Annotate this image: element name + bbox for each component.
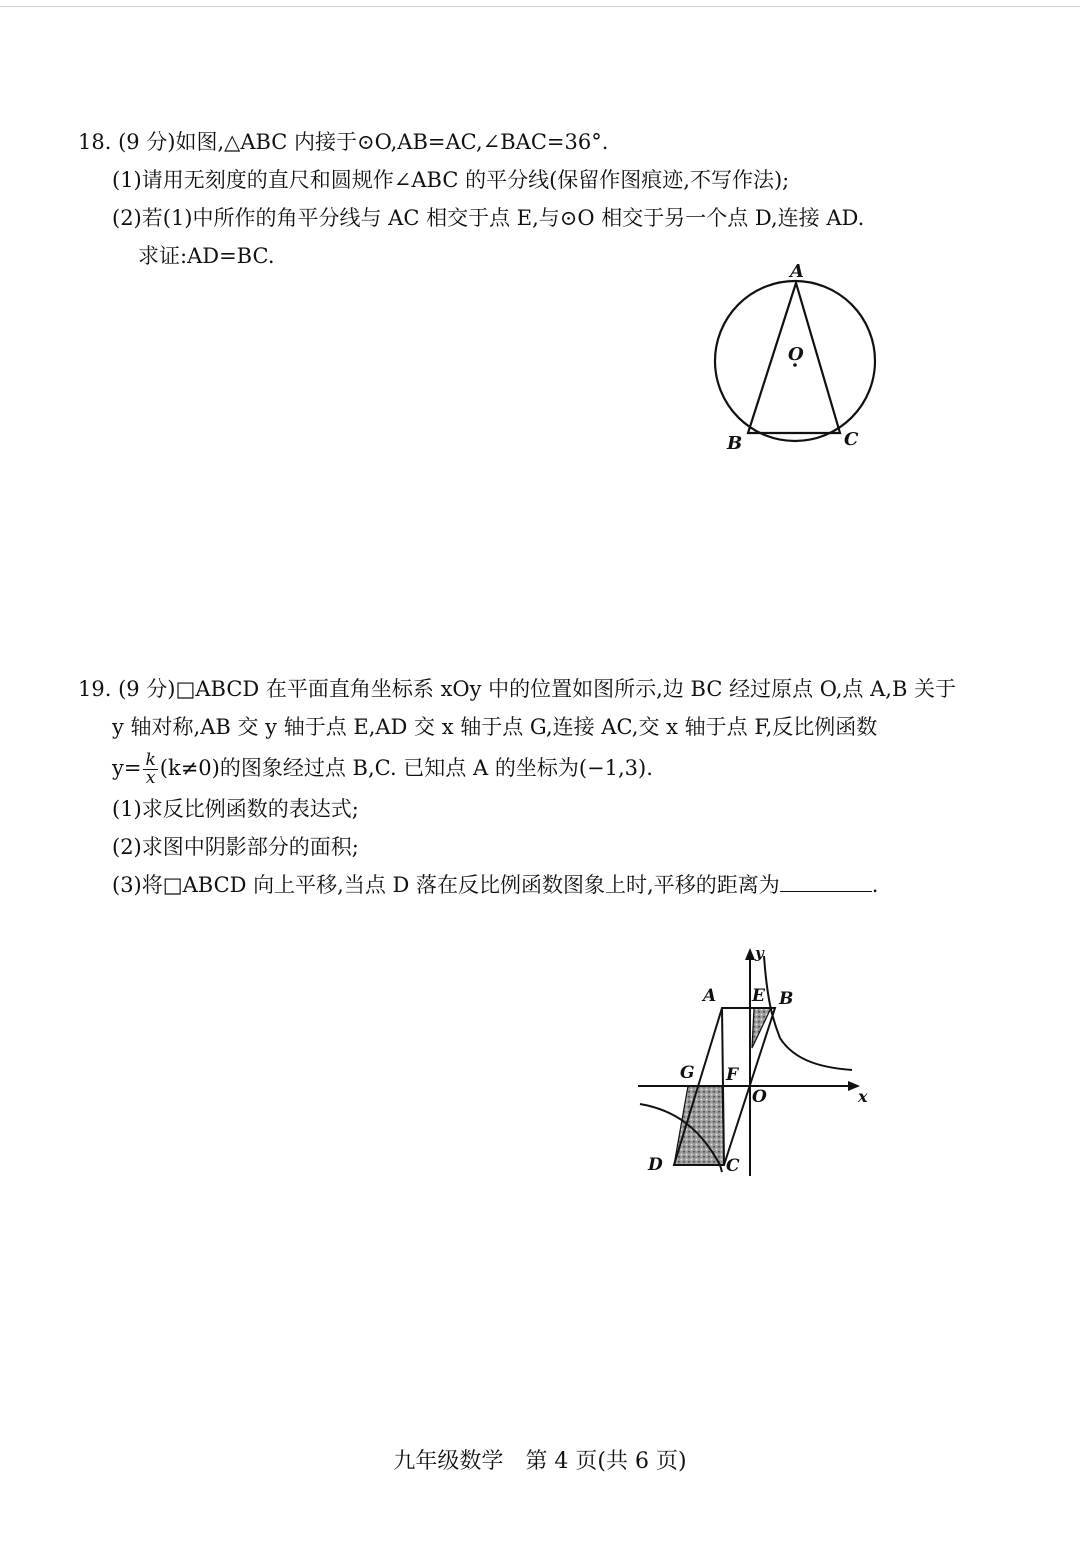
y-axis-arrow [745,948,755,960]
q18-stem: 18. (9 分)如图,△ABC 内接于⊙O,AB=AC,∠BAC=36°. [78,130,609,154]
q18-part2: (2)若(1)中所作的角平分线与 AC 相交于点 E,与⊙O 相交于另一个点 D,连接 AD. [112,206,865,230]
label-f: F [726,1065,739,1085]
q19-function-prefix: y= [112,756,142,780]
q19-part3 [78,866,978,904]
q19-stem-line1: 19. (9 分)□ABCD 在平面直角坐标系 xOy 中的位置如图所示,边 BC 经过原点 O,点 A,B 关于 [78,677,957,701]
label-y: y [755,944,764,962]
fraction-denominator: x [145,768,156,788]
label-a: A [703,986,717,1006]
label-c: C [726,1156,740,1176]
label-e: E [752,986,765,1006]
label-x: x [858,1087,868,1106]
q19-stem-line2: y 轴对称,AB 交 y 轴于点 E,AD 交 x 轴于点 G,连接 AC,交 x 轴于点 F,反比例函数 [112,715,878,739]
fraction-numerator: k [145,750,156,770]
label-c: C [844,429,859,450]
q19-part1: (1)求反比例函数的表达式; [112,797,359,821]
shaded-region-lower [674,1086,724,1165]
question-18 [78,123,978,275]
q19-function-suffix: (k≠0)的图象经过点 B,C. 已知点 A 的坐标为(−1,3). [159,756,653,780]
page-top-border [0,6,1080,7]
label-o: O [752,1087,767,1107]
hyperbola-branch-1 [764,956,852,1070]
label-d: D [648,1155,663,1175]
label-o: O [788,344,804,365]
q19-stem-line3 [78,746,978,790]
q19-part3-end: . [871,873,879,897]
q18-prove: 求证:AD=BC. [138,244,275,268]
q18-part1: (1)请用无刻度的直尺和圆规作∠ABC 的平分线(保留作图痕迹,不写作法); [112,168,790,192]
label-b: B [727,433,743,454]
label-a: A [790,261,804,282]
page-footer: 九年级数学 第 4 页(共 6 页) [393,1449,687,1474]
q19-part2: (2)求图中阴影部分的面积; [112,835,359,859]
q19-part3-text: (3)将□ABCD 向上平移,当点 D 落在反比例函数图象上时,平移的距离为 [112,873,780,897]
answer-blank [780,871,872,892]
q19-coordinate-figure [630,938,890,1188]
label-b: B [779,989,794,1009]
question-19 [78,670,978,904]
q18-circle-figure [700,258,900,458]
q19-fraction [143,752,157,787]
label-g: G [680,1063,695,1083]
